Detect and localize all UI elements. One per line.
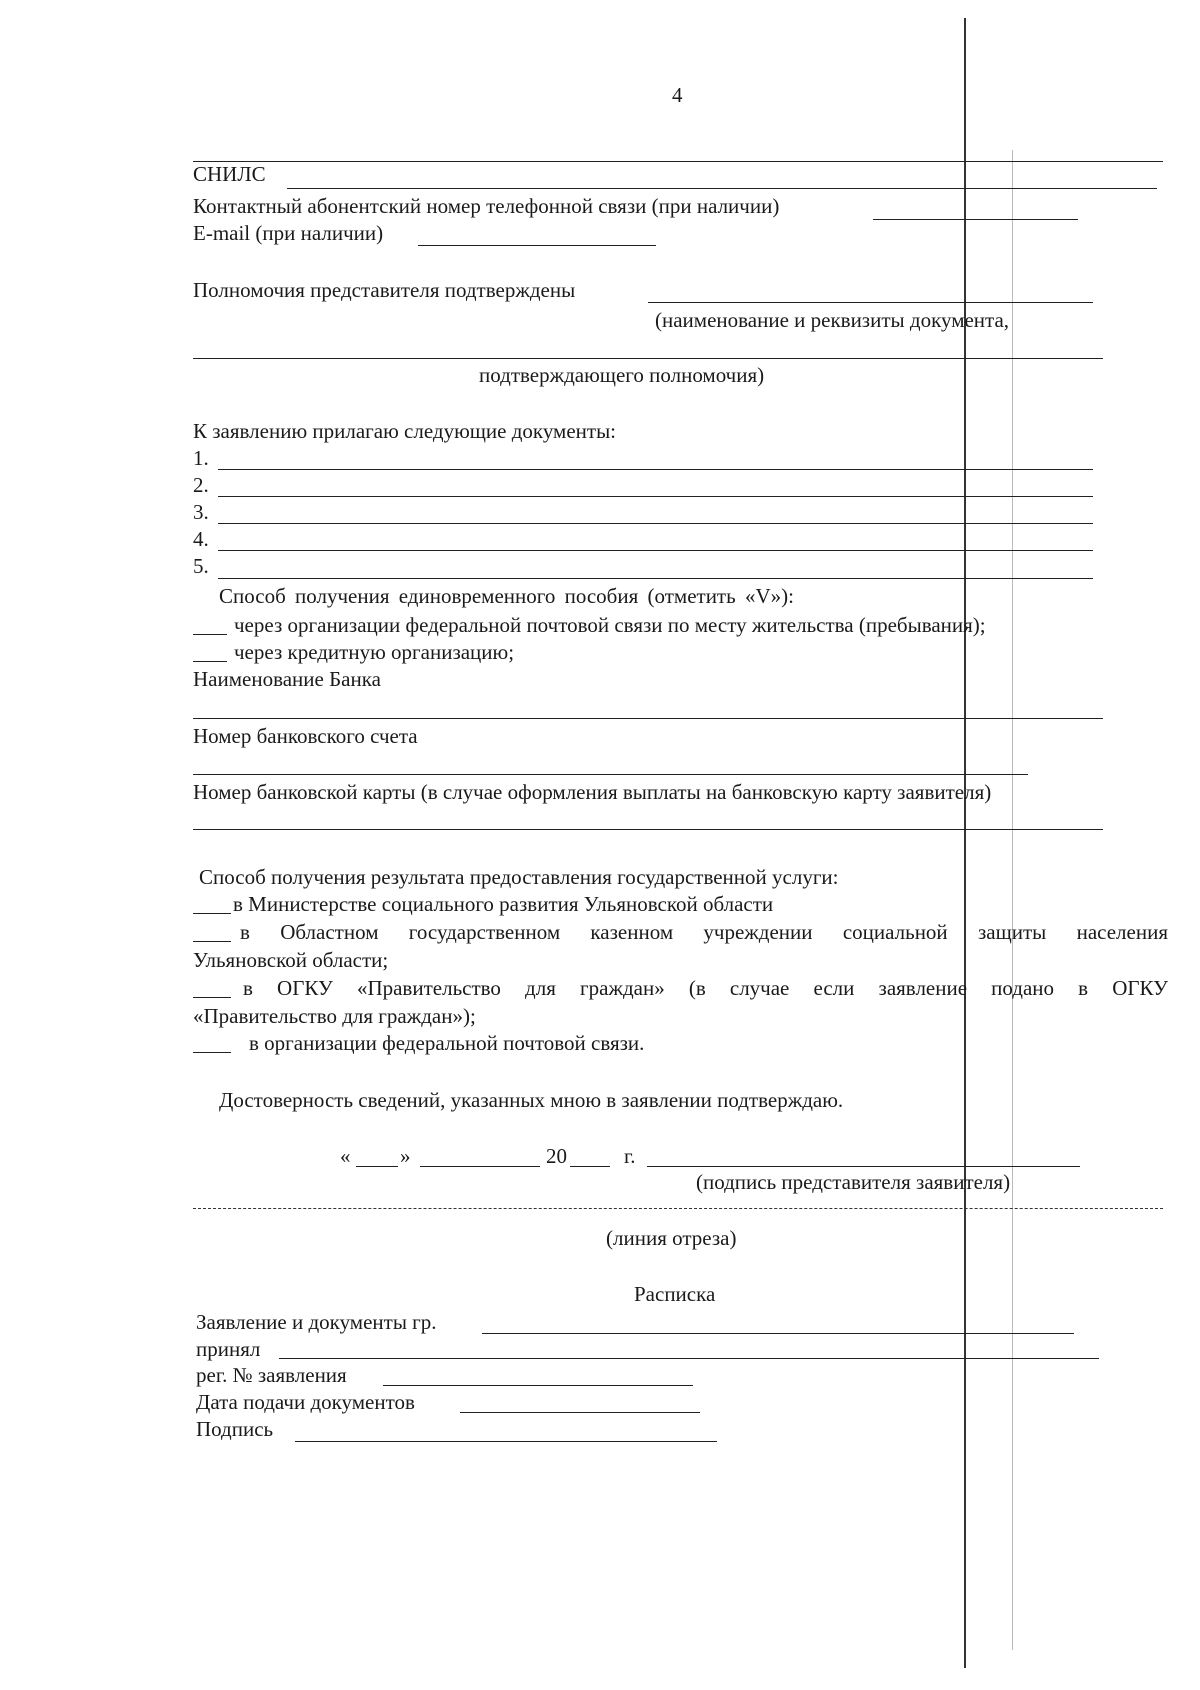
attachment-field-2[interactable] — [218, 496, 1093, 497]
account-number-field[interactable] — [193, 774, 1028, 775]
receipt-reg-number-field[interactable] — [383, 1385, 693, 1386]
authority-label: Полномочия представителя подтверждены — [193, 278, 576, 302]
payment-credit-checkbox[interactable] — [193, 661, 227, 662]
result-ogku-label-2: Ульяновской области; — [193, 948, 389, 972]
signature-field[interactable] — [647, 1166, 1080, 1167]
top-rule — [193, 161, 1163, 162]
result-post-checkbox[interactable] — [193, 1052, 231, 1053]
attachments-heading: К заявлению прилагаю следующие документы: — [193, 419, 617, 443]
receipt-title: Расписка — [634, 1282, 716, 1306]
receipt-submit-date-field[interactable] — [460, 1412, 700, 1413]
account-number-label: Номер банковского счета — [193, 724, 418, 748]
authority-hint-2: подтверждающего полномочия) — [479, 363, 765, 387]
payment-post-label: через организации федеральной почтовой связи по месту жительства (пребывания); — [234, 613, 986, 637]
authority-hint-1: (наименование и реквизиты документа, — [655, 308, 1010, 332]
date-year-suffix: г. — [624, 1144, 636, 1168]
snils-label: СНИЛС — [193, 162, 266, 186]
date-year-field[interactable] — [570, 1166, 610, 1167]
receipt-docs-from-field[interactable] — [482, 1333, 1074, 1334]
receipt-signature-label: Подпись — [196, 1417, 274, 1441]
result-ogku-label-1: в Областном государственном казенном учреждении социальной защиты населения — [240, 920, 1168, 944]
receipt-accepted-field[interactable] — [279, 1358, 1099, 1359]
attachment-field-3[interactable] — [218, 523, 1093, 524]
result-ministry-checkbox[interactable] — [193, 913, 231, 914]
scan-vertical-line — [964, 18, 966, 1668]
email-label: E-mail (при наличии) — [193, 221, 384, 245]
attachment-field-5[interactable] — [218, 578, 1093, 579]
scan-vertical-line-faint — [1012, 150, 1013, 1650]
attachment-number-2: 2. — [193, 473, 209, 497]
date-month-field[interactable] — [420, 1166, 540, 1167]
page-number: 4 — [672, 83, 683, 107]
result-ogku-checkbox[interactable] — [193, 941, 231, 942]
phone-label: Контактный абонентский номер телефонной связи (при наличии) — [193, 194, 780, 218]
date-year-prefix: 20 — [546, 1144, 567, 1168]
signature-hint: (подпись представителя заявителя) — [696, 1170, 1011, 1194]
payment-heading: Способ получения единовременного пособия (отметить «V»): — [219, 584, 794, 608]
phone-field[interactable] — [873, 219, 1078, 220]
attachment-number-1: 1. — [193, 446, 209, 470]
receipt-reg-number-label: рег. № заявления — [196, 1363, 347, 1387]
payment-credit-label: через кредитную организацию; — [234, 640, 515, 664]
result-gov-label-1: в ОГКУ «Правительство для граждан» (в случае если заявление подано в ОГКУ — [243, 976, 1168, 1000]
payment-post-checkbox[interactable] — [193, 634, 227, 635]
bank-name-label: Наименование Банка — [193, 667, 381, 691]
result-post-label: в организации федеральной почтовой связи. — [249, 1031, 645, 1055]
receipt-submit-date-label: Дата подачи документов — [196, 1390, 415, 1414]
receipt-docs-from-label: Заявление и документы гр. — [196, 1310, 437, 1334]
attachment-field-4[interactable] — [218, 550, 1093, 551]
bank-name-field[interactable] — [193, 718, 1103, 719]
email-field[interactable] — [418, 245, 656, 246]
date-day-field[interactable] — [356, 1166, 398, 1167]
attachment-number-5: 5. — [193, 554, 209, 578]
date-open-quote: « — [340, 1144, 351, 1168]
result-gov-checkbox[interactable] — [193, 997, 231, 998]
receipt-signature-field[interactable] — [295, 1441, 717, 1442]
authority-field-line-2[interactable] — [193, 358, 1103, 359]
authority-field[interactable] — [648, 302, 1093, 303]
date-close-quote: » — [400, 1144, 411, 1168]
attachment-field-1[interactable] — [218, 469, 1093, 470]
attachment-number-4: 4. — [193, 527, 209, 551]
snils-field[interactable] — [287, 188, 1157, 189]
attachment-number-3: 3. — [193, 500, 209, 524]
confirmation-text: Достоверность сведений, указанных мною в заявлении подтверждаю. — [219, 1088, 844, 1112]
receipt-accepted-label: принял — [196, 1337, 261, 1361]
card-number-label: Номер банковской карты (в случае оформления выплаты на банковскую карту заявителя) — [193, 780, 992, 804]
result-heading: Способ получения результата предоставления государственной услуги: — [199, 865, 839, 889]
card-number-field[interactable] — [193, 829, 1103, 830]
result-gov-label-2: «Правительство для граждан»); — [193, 1004, 476, 1028]
result-ministry-label: в Министерстве социального развития Ульяновской области — [233, 892, 774, 916]
cut-line-label: (линия отреза) — [606, 1226, 737, 1250]
cut-line — [193, 1208, 1163, 1209]
